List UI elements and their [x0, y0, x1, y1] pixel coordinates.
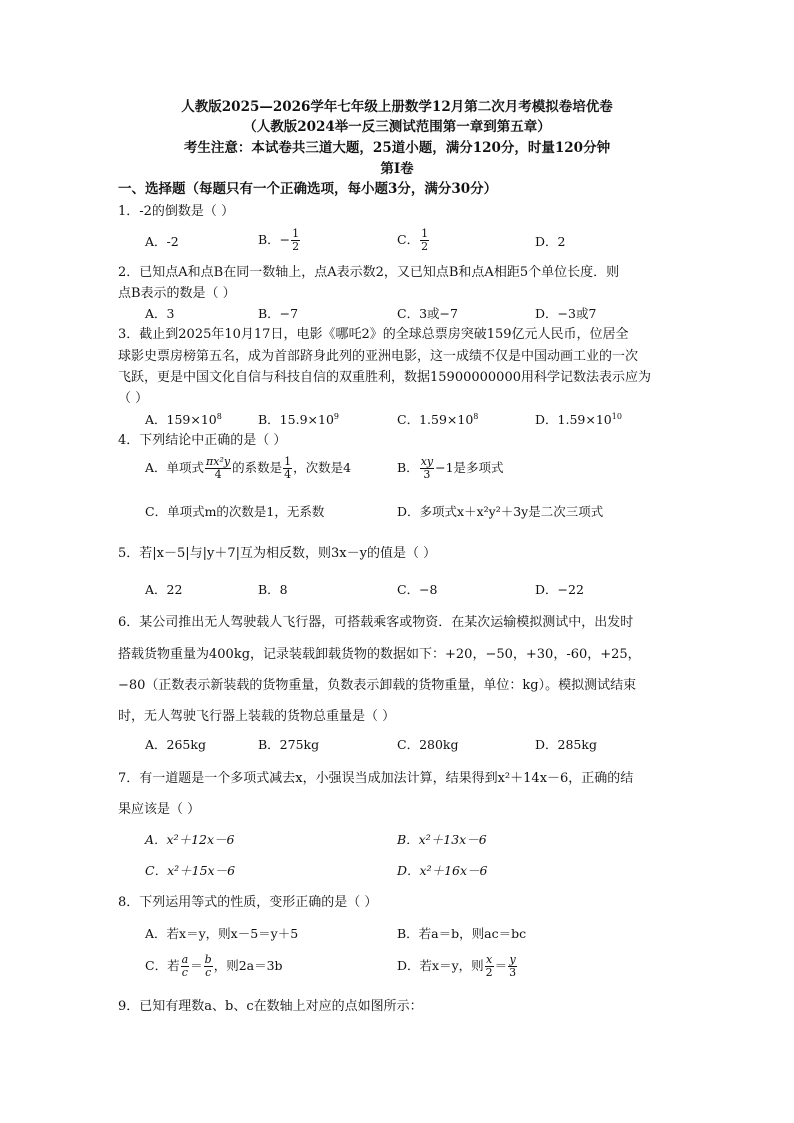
- question-6-option-a: A．265kg: [145, 737, 206, 752]
- question-2-option-a: A．3: [145, 306, 175, 321]
- question-4-option-d: D．多项式x＋x²y²＋3y是二次三项式: [397, 504, 604, 519]
- question-1-option-d: D．2: [535, 234, 566, 249]
- question-6-option-d: D．285kg: [535, 737, 597, 752]
- question-3-option-c: C．$1.59\times 10^8$: [397, 412, 479, 428]
- question-9-stem: 9．已知有理数a、b、c在数轴上对应的点如图所示：: [118, 999, 423, 1014]
- question-3-line-1: 3．截止到2025年10月17日，电影《哪吒2》的全球总票房突破159亿元人民币，位居全: [118, 327, 629, 342]
- question-7-option-d: D．x²＋16x－6: [397, 863, 488, 878]
- volume-label: 第I卷: [380, 161, 414, 177]
- question-1-stem: 1．-2的倒数是（ ）: [118, 204, 235, 219]
- question-6-line-4: 时，无人驾驶飞行器上装载的货物总重量是（ ）: [118, 709, 396, 724]
- question-1-option-b: B．− $\frac{1}{2}$: [258, 227, 300, 253]
- question-3-option-b: B．$15.9\times 10^9$: [258, 412, 339, 428]
- question-4-option-b: B． $\frac{xy}{3}$ −1是多项式: [397, 455, 504, 481]
- question-3-option-d: D．$1.59\times 10^{10}$: [535, 412, 622, 428]
- question-8-option-c: C．若 $\frac{a}{c}$ ＝ $\frac{b}{c}$ ，则2a＝3b: [145, 953, 283, 979]
- question-2-option-b: B．−7: [258, 306, 299, 321]
- question-8-option-d: D．若x＝y，则 $\frac{x}{2}$ ＝ $\frac{y}{3}$: [397, 953, 517, 979]
- question-8-option-a: A．若x＝y，则x－5＝y＋5: [145, 926, 299, 941]
- question-8-option-b: B．若a＝b，则ac＝bc: [397, 926, 527, 941]
- question-6-line-1: 6．某公司推出无人驾驶载人飞行器，可搭载乘客或物资．在某次运输模拟测试中，出发时: [118, 615, 634, 630]
- question-4-option-c: C．单项式m的次数是1，无系数: [145, 504, 325, 519]
- question-1-option-c: C． $\frac{1}{2}$: [397, 227, 429, 253]
- exam-title: 人教版2025—2026学年七年级上册数学12月第二次月考模拟卷培优卷: [181, 99, 613, 115]
- question-5-option-a: A．22: [145, 582, 183, 597]
- question-3-line-4: （ ）: [118, 391, 149, 406]
- exam-notice: 考生注意：本试卷共三道大题，25道小题，满分120分，时量120分钟: [183, 140, 611, 156]
- question-8-stem: 8．下列运用等式的性质，变形正确的是（ ）: [118, 895, 378, 910]
- question-4-stem: 4．下列结论中正确的是（ ）: [118, 433, 287, 448]
- question-7-option-b: B．x²＋13x－6: [397, 832, 487, 847]
- question-5-stem: 5．若|x－5|与|y＋7|互为相反数，则3x－y的值是（ ）: [118, 546, 437, 561]
- question-3-line-2: 球影史票房榜第五名，成为首部跻身此列的亚洲电影，这一成绩不仅是中国动画工业的一次: [118, 349, 639, 364]
- exam-subtitle: （人教版2024举一反三测试范围第一章到第五章）: [243, 119, 551, 135]
- question-1-option-a: A．-2: [145, 234, 179, 249]
- question-2-line-2: 点B表示的数是（ ）: [118, 286, 236, 301]
- question-7-option-c: C．x²＋15x－6: [145, 863, 236, 878]
- question-7-option-a: A．x²＋12x－6: [145, 832, 235, 847]
- question-2-option-c: C．3或−7: [397, 306, 458, 321]
- question-5-option-b: B．8: [258, 582, 288, 597]
- question-6-line-2: 搭载货物重量为400kg，记录装载卸载货物的数据如下：+20，−50，+30，-60，+25，: [118, 647, 641, 662]
- question-2-line-1: 2．已知点A和点B在同一数轴上，点A表示数2，又已知点B和点A相距5个单位长度．则: [118, 265, 620, 280]
- question-6-line-3: −80（正数表示新装载的货物重量，负数表示卸载的货物重量，单位：kg）。模拟测试结束: [118, 678, 637, 693]
- question-3-option-a: A．$159\times 10^8$: [145, 412, 222, 428]
- section-title: 一、选择题（每题只有一个正确选项，每小题3分，满分30分）: [118, 181, 498, 197]
- question-6-option-b: B．275kg: [258, 737, 320, 752]
- question-7-line-1: 7．有一道题是一个多项式减去x，小强误当成加法计算，结果得到x²＋14x－6，正确的结: [118, 771, 634, 786]
- question-3-line-3: 飞跃，更是中国文化自信与科技自信的双重胜利，数据15900000000用科学记数法表示应为: [118, 370, 651, 385]
- question-2-option-d: D．−3或7: [535, 306, 597, 321]
- question-7-line-2: 果应该是（ ）: [118, 802, 201, 817]
- question-4-option-a: A．单项式 $\frac{\text{πx²y}}{4}$ 的系数是 $\frac{1}{4}$ ，次数是4: [145, 455, 352, 481]
- question-6-option-c: C．280kg: [397, 737, 459, 752]
- question-5-option-c: C．−8: [397, 582, 438, 597]
- question-5-option-d: D．−22: [535, 582, 584, 597]
